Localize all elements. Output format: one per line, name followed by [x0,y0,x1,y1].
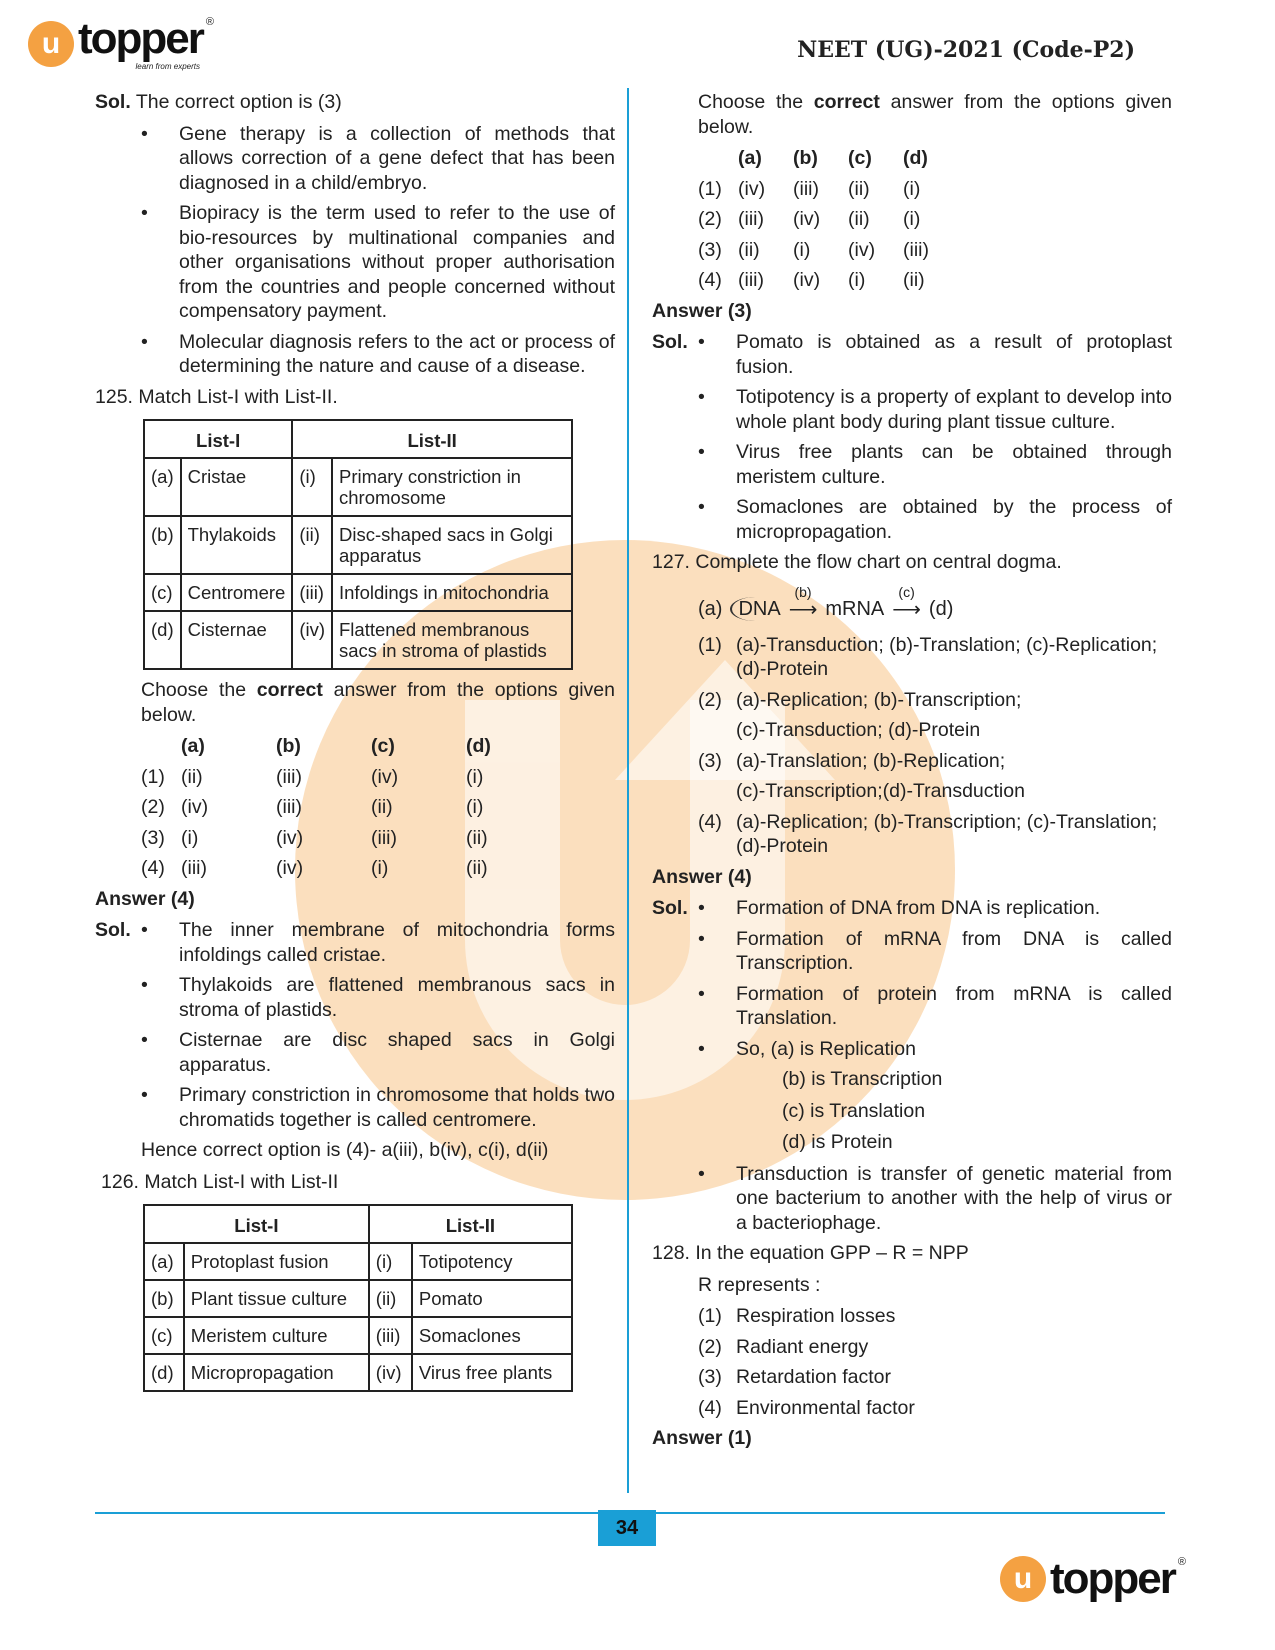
option-value: (iii) [276,765,302,788]
option-line: (a)-Replication; (b)-Transcription; (c)-Translation; (d)-Protein [736,810,1158,857]
sol-text: The correct option is (3) [135,91,342,113]
option-text: Environmental factor [736,1396,915,1419]
option-text [736,810,1172,859]
choose-post: answer from the options given below. [141,679,616,726]
table-cell: Meristem culture [184,1317,369,1354]
option-value: (ii) [903,269,925,291]
options-grid [141,734,615,881]
option-value: (i) [466,796,484,818]
left-column [95,90,615,1400]
bullet-icon: • [141,122,148,145]
question-heading [652,550,1172,575]
flow-label-b: (b) [794,583,812,600]
exam-title: NEET (UG)-2021 (Code-P2) [797,37,1135,63]
arrow-icon: ⟶ [788,598,818,621]
choose-instruction [652,90,1172,139]
logo-tagline: learn from experts [135,62,200,71]
registered-icon: ® [1177,1556,1186,1568]
so-line: (c) is Translation [782,1099,926,1122]
option-value: (i) [903,208,921,230]
table-cell: Virus free plants [412,1354,572,1391]
answer: Answer (4) [652,865,752,888]
bullet-text: Formation of DNA from DNA is replication. [736,897,1101,919]
option-value: (iii) [903,238,929,261]
option-2 [652,1335,1172,1360]
sol-label: Sol. [95,91,131,113]
table-row [144,1354,572,1391]
table-row [144,1243,572,1280]
table-cell: (iii) [369,1317,412,1354]
option-text: Retardation factor [736,1366,892,1388]
option-2 [652,688,1172,743]
option-text [736,633,1172,682]
bullet-icon: • [698,1037,705,1060]
option-number: (1) [698,633,722,656]
option-line: (c)-Transduction; (d)-Protein [736,719,981,741]
options-grid [698,146,1172,293]
table-cell: Micropropagation [184,1354,369,1391]
option-number: (3) [141,826,165,849]
table-cell: (c) [144,1317,184,1354]
topper-logo [28,16,214,72]
table-cell: Plant tissue culture [184,1280,369,1317]
bullet-list [652,385,1172,544]
bullet-text: Transduction is transfer of genetic material from one bacterium to another with the help of virus or a bacteriophage. [736,1162,1172,1234]
so-line: (d) is Protein [782,1131,893,1153]
table-cell: (iv) [292,611,332,669]
bullet-item [95,1028,615,1077]
option-text: Respiration losses [736,1305,896,1327]
sol-label: Sol. [95,919,131,941]
option-text: Radiant energy [736,1335,869,1358]
option-number: (2) [698,688,722,711]
option-column-header: (d) [903,147,928,169]
table-cell: (i) [369,1243,412,1280]
bullet-icon: • [698,496,705,518]
option-line: (a)-Transduction; (b)-Translation; (c)-Replication; (d)-Protein [736,633,1158,680]
table-cell: (iv) [369,1354,412,1391]
table-cell: (a) [144,1243,184,1280]
list-1-header: List-I [144,420,292,458]
central-dogma-flowchart [652,585,1172,621]
table-cell: Thylakoids [181,516,293,574]
answer: Answer (3) [652,299,752,322]
option-column-header: (a) [181,735,205,757]
list-2-header: List-II [369,1205,572,1243]
bullet-text: The inner membrane of mitochondria forms infoldings called cristae. [179,919,615,966]
question-text: Match List-I with List-II. [138,385,338,408]
sol-label: Sol. [652,331,688,353]
solution-first [652,896,1172,921]
bullet-item [652,927,1172,976]
column-divider [627,88,629,1493]
option-value: (ii) [181,765,203,788]
bullet-text: Pomato is obtained as a result of protoplast fusion. [736,331,1172,378]
bullet-item [652,982,1172,1031]
option-column-header: (b) [276,735,301,757]
option-value: (ii) [738,238,760,261]
bullet-list [652,927,1172,1062]
bullet-item [652,1037,1172,1062]
flow-a: (a) [698,597,723,620]
bullet-text: Totipotency is a property of explant to develop into whole plant body during plant tissue culture. [736,386,1172,433]
bullet-text: Formation of mRNA from DNA is called Transcription. [736,927,1172,974]
r-represents: R represents : [698,1273,821,1296]
option-number: (3) [698,1366,722,1388]
table-cell: Pomato [412,1280,572,1317]
option-number: (2) [698,1335,722,1358]
table-cell: (i) [292,458,332,516]
option-number: (3) [698,238,722,261]
option-value: (ii) [466,826,488,849]
u-logo-icon: u [28,21,74,67]
choose-pre: Choose the [141,679,257,701]
option-value: (ii) [466,857,488,879]
bullet-icon: • [141,1084,148,1106]
option-text [736,749,1025,804]
option-3 [652,1365,1172,1390]
option-number: (4) [698,810,722,833]
table-cell: Flattened membranous sacs in stroma of plastids [332,611,572,669]
bullet-text: Virus free plants can be obtained through meristem culture. [736,441,1172,488]
option-number: (2) [141,796,165,818]
bullet-text: Gene therapy is a collection of methods that allows correction of a gene defect that has been diagnosed in a child/embryo. [179,122,615,194]
question-heading [95,385,615,410]
bullet-item [652,440,1172,489]
flow-d: (d) [928,597,954,620]
bullet-text: Molecular diagnosis refers to the act or process of determining the nature and cause of a disease. [179,330,615,377]
question-heading [652,1241,1172,1266]
page-number: 34 [598,1510,656,1546]
option-value: (ii) [848,177,870,200]
sol-label: Sol. [652,897,688,919]
question-text: In the equation GPP – R = NPP [695,1242,969,1264]
table-cell: Cristae [181,458,293,516]
option-number: (4) [698,269,722,291]
bullet-icon: • [141,1029,148,1051]
question-number: 125. [95,385,133,408]
table-cell: Centromere [181,574,293,611]
solution-first [652,330,1172,379]
option-1 [652,633,1172,682]
table-cell: (a) [144,458,181,516]
option-3 [652,749,1172,804]
option-1 [652,1304,1172,1329]
bullet-icon: • [141,330,148,353]
bullet-item [95,330,615,379]
question-text: Complete the flow chart on central dogma. [695,551,1062,573]
bullet-text: Somaclones are obtained by the process of micropropagation. [736,496,1172,543]
option-value: (iv) [276,857,304,879]
option-column-header: (b) [793,147,818,169]
option-4 [652,810,1172,859]
option-column-header: (c) [371,735,395,757]
bullet-text: Thylakoids are flattened membranous sacs in stroma of plastids. [179,974,615,1021]
choose-bold: correct [813,91,880,113]
flow-mrna: mRNA [825,597,885,620]
table-cell: (ii) [369,1280,412,1317]
bullet-icon: • [141,919,148,941]
table-row [144,458,572,516]
bullet-item [652,495,1172,544]
option-value: (i) [903,177,921,200]
table-cell: (c) [144,574,181,611]
bullet-icon: • [698,927,705,950]
bullet-text: So, (a) is Replication [736,1037,916,1060]
bullet-icon: • [141,974,148,996]
option-value: (i) [181,826,199,849]
option-column-header: (a) [738,147,762,169]
option-number: (1) [698,1305,722,1327]
bullet-icon: • [698,386,705,408]
option-value: (i) [848,269,866,291]
flow-dna: DNA [730,597,780,621]
match-table [143,1204,573,1392]
bullet-item [95,973,615,1022]
choose-bold: correct [256,679,323,701]
u-logo-icon: u [1000,1556,1046,1602]
option-value: (iii) [181,857,207,879]
answer: Answer (1) [652,1427,752,1449]
answer: Answer (4) [95,887,195,910]
option-4 [652,1396,1172,1421]
option-value: (iv) [848,238,876,261]
so-line: (b) is Transcription [782,1068,943,1090]
table-cell: Totipotency [412,1243,572,1280]
bullet-text: Biopiracy is the term used to refer to the use of bio-resources by multinational companies and other organisations without proper authorisation from the countries and people concerned without compensatory payment. [179,202,615,322]
table-header-row [144,420,572,458]
table-cell: (iii) [292,574,332,611]
bullet-list [95,973,615,1132]
option-number: (3) [698,749,722,772]
table-cell: (b) [144,516,181,574]
bullet-item [95,1083,615,1132]
table-row [144,1317,572,1354]
question-number: 126. [101,1170,139,1193]
list-2-header: List-II [292,420,572,458]
table-cell: Disc-shaped sacs in Golgi apparatus [332,516,572,574]
bullet-list [652,1162,1172,1236]
table-cell: (b) [144,1280,184,1317]
flow-arrow-b [789,585,818,621]
option-number: (1) [141,765,165,788]
option-value: (ii) [848,208,870,230]
bullet-icon: • [698,441,705,463]
question-heading [95,1170,615,1195]
bullet-text: Cisternae are disc shaped sacs in Golgi apparatus. [179,1029,615,1076]
option-number: (2) [698,208,722,230]
table-row [144,611,572,669]
option-value: (ii) [371,796,393,818]
option-line: (a)-Translation; (b)-Replication; [736,749,1006,772]
option-column-header: (d) [466,735,491,757]
table-row [144,1280,572,1317]
option-value: (iv) [181,796,209,818]
bullet-item [95,122,615,196]
bullet-list [95,122,615,379]
hence-text: Hence correct option is (4)- a(iii), b(iv), c(i), d(ii) [141,1139,549,1161]
right-column [652,90,1172,1458]
table-row [144,516,572,574]
bullet-item [652,385,1172,434]
option-text [736,688,1021,743]
bullet-icon: • [698,1162,705,1185]
option-value: (i) [371,857,389,879]
bullet-icon: • [141,202,148,224]
option-value: (iv) [793,269,821,291]
option-line: (c)-Transcription;(d)-Transduction [736,780,1025,802]
list-1-header: List-I [144,1205,369,1243]
table-cell: Protoplast fusion [184,1243,369,1280]
option-line: (a)-Replication; (b)-Transcription; [736,688,1022,711]
solution [652,330,1172,544]
table-cell: Somaclones [412,1317,572,1354]
bullet-icon: • [698,982,705,1005]
solution-124 [95,90,615,115]
option-number: (4) [141,857,165,879]
solution-first [95,918,615,967]
bullet-icon: • [698,331,705,353]
logo-text: topper [78,14,203,63]
option-value: (i) [466,765,484,788]
table-cell: Primary constriction in chromosome [332,458,572,516]
option-value: (iii) [738,208,764,230]
registered-icon: ® [205,16,214,28]
choose-instruction [95,678,615,727]
options-blank [698,146,738,171]
bullet-item [652,1162,1172,1236]
flow-label-c: (c) [898,583,915,600]
table-cell: (d) [144,611,181,669]
option-value: (iv) [793,208,821,230]
options-blank [141,734,181,759]
choose-post: answer from the options given below. [698,91,1173,138]
table-cell: Cisternae [181,611,293,669]
arrow-icon: ⟶ [892,598,921,621]
flow-arrow-c [892,585,921,621]
question-number: 127. [652,551,690,573]
option-value: (iii) [793,177,819,200]
match-table [143,419,573,670]
option-number: (4) [698,1396,722,1419]
option-number: (1) [698,177,722,200]
option-value: (iv) [276,826,304,849]
option-value: (i) [793,238,811,261]
option-value: (iii) [276,796,302,818]
bullet-text: Formation of protein from mRNA is called Translation. [736,982,1172,1029]
option-value: (iii) [371,826,397,849]
option-value: (iv) [371,765,399,788]
table-cell: Infoldings in mitochondria [332,574,572,611]
solution [652,896,1172,1061]
table-row [144,574,572,611]
option-value: (iii) [738,269,764,291]
question-number: 128. [652,1242,690,1264]
option-value: (iv) [738,177,766,200]
bullet-text: Primary constriction in chromosome that holds two chromatids together is called centromere. [179,1084,615,1131]
bullet-icon: • [698,897,705,919]
table-cell: (ii) [292,516,332,574]
option-column-header: (c) [848,147,872,169]
logo-text: topper [1050,1554,1175,1603]
footer-topper-logo [1000,1556,1186,1602]
table-cell: (d) [144,1354,184,1391]
table-header-row [144,1205,572,1243]
question-text: Match List-I with List-II [144,1170,339,1193]
choose-pre: Choose the [698,91,814,113]
bullet-item [95,201,615,324]
solution [95,918,615,1132]
